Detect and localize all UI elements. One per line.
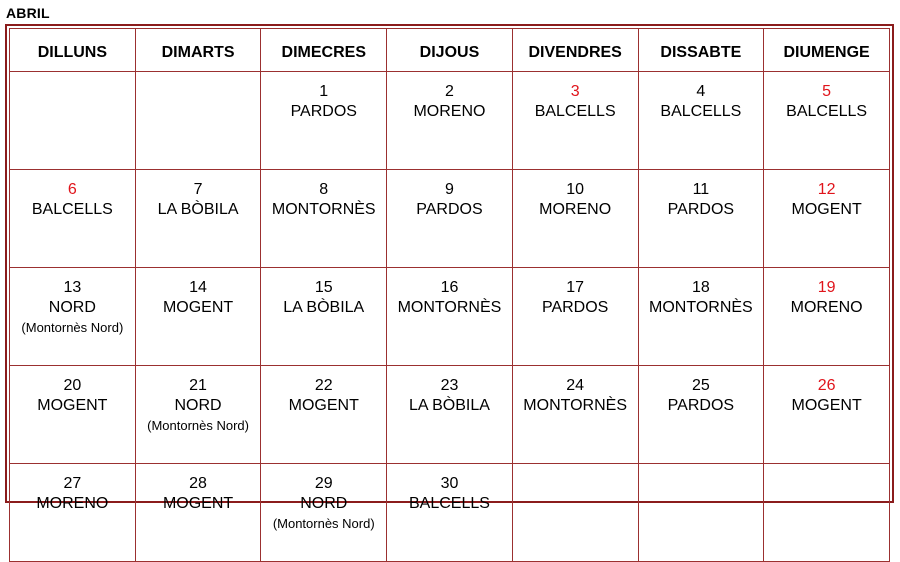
calendar-table bbox=[9, 28, 890, 562]
day-number: 15 bbox=[314, 279, 333, 296]
day-number: 30 bbox=[440, 475, 459, 492]
assigned-name: NORD bbox=[48, 299, 96, 316]
day-number: 20 bbox=[63, 377, 82, 394]
assigned-name: MORENO bbox=[539, 201, 612, 218]
calendar-day-cell bbox=[10, 464, 136, 562]
empty-day-cell bbox=[638, 464, 764, 562]
assigned-name: LA BÒBILA bbox=[283, 299, 365, 316]
day-number: 19 bbox=[817, 279, 836, 296]
day-number: 18 bbox=[691, 279, 710, 296]
calendar-day-cell bbox=[387, 464, 513, 562]
weekday-header-wednesday: DIMECRES bbox=[261, 29, 387, 72]
weekday-header-tuesday: DIMARTS bbox=[135, 29, 261, 72]
assigned-name: MORENO bbox=[413, 103, 486, 120]
assigned-name: PARDOS bbox=[667, 201, 735, 218]
assigned-name: MOGENT bbox=[791, 397, 862, 414]
assigned-name: MOGENT bbox=[162, 299, 234, 316]
calendar-day-cell bbox=[261, 464, 387, 562]
assigned-name: MORENO bbox=[36, 495, 109, 512]
assigned-name: MOGENT bbox=[288, 397, 359, 414]
assigned-name: MORENO bbox=[790, 299, 863, 316]
calendar-day-cell bbox=[638, 268, 764, 366]
day-number: 26 bbox=[817, 377, 836, 394]
calendar-day-cell bbox=[512, 170, 638, 268]
calendar-day-cell bbox=[638, 170, 764, 268]
day-number: 27 bbox=[63, 475, 82, 492]
calendar-day-cell bbox=[764, 170, 890, 268]
empty-day-cell bbox=[10, 72, 136, 170]
calendar-day-cell bbox=[135, 464, 261, 562]
calendar-day-cell bbox=[512, 366, 638, 464]
assigned-name: LA BÒBILA bbox=[157, 201, 239, 218]
calendar-day-cell bbox=[261, 366, 387, 464]
calendar-day-cell bbox=[764, 72, 890, 170]
calendar-week-row bbox=[10, 366, 890, 464]
day-number: 7 bbox=[193, 181, 203, 198]
calendar-day-cell bbox=[387, 72, 513, 170]
assigned-name: BALCELLS bbox=[31, 201, 113, 218]
day-number: 16 bbox=[440, 279, 459, 296]
assigned-name: BALCELLS bbox=[786, 103, 868, 120]
assigned-name: PARDOS bbox=[541, 299, 609, 316]
calendar-day-cell bbox=[10, 268, 136, 366]
day-number: 22 bbox=[314, 377, 333, 394]
day-number: 28 bbox=[189, 475, 207, 492]
calendar-week-row bbox=[10, 72, 890, 170]
calendar-day-cell bbox=[638, 366, 764, 464]
assigned-name: MOGENT bbox=[791, 201, 862, 218]
calendar-day-cell bbox=[10, 170, 136, 268]
calendar-day-cell bbox=[512, 72, 638, 170]
empty-day-cell bbox=[764, 464, 890, 562]
day-number: 6 bbox=[67, 181, 77, 198]
assigned-name: PARDOS bbox=[416, 201, 483, 218]
empty-day-cell bbox=[512, 464, 638, 562]
calendar-week-row bbox=[10, 464, 890, 562]
day-number: 23 bbox=[440, 377, 459, 394]
day-number: 3 bbox=[570, 83, 580, 100]
calendar-day-cell bbox=[135, 366, 261, 464]
calendar-day-cell bbox=[261, 170, 387, 268]
assigned-name: MONTORNÈS bbox=[523, 397, 628, 414]
assigned-name: NORD bbox=[300, 495, 348, 512]
month-title: ABRIL bbox=[6, 5, 50, 21]
day-number: 21 bbox=[189, 377, 207, 394]
calendar-day-cell bbox=[135, 268, 261, 366]
calendar-day-cell bbox=[387, 268, 513, 366]
assigned-name: MONTORNÈS bbox=[649, 299, 753, 316]
calendar-day-cell bbox=[512, 268, 638, 366]
day-number: 9 bbox=[445, 181, 454, 198]
calendar-day-cell bbox=[261, 268, 387, 366]
weekday-header-saturday: DISSABTE bbox=[638, 29, 764, 72]
assigned-name: BALCELLS bbox=[534, 103, 616, 120]
assigned-name: BALCELLS bbox=[660, 103, 742, 120]
assigned-name: PARDOS bbox=[290, 103, 357, 120]
calendar-day-cell bbox=[387, 170, 513, 268]
weekday-header-sunday: DIUMENGE bbox=[764, 29, 890, 72]
calendar-day-cell bbox=[387, 366, 513, 464]
weekday-header-row bbox=[10, 29, 890, 72]
calendar-frame bbox=[5, 24, 894, 531]
calendar-day-cell bbox=[10, 366, 136, 464]
day-number: 12 bbox=[817, 181, 836, 198]
assigned-name: LA BÒBILA bbox=[408, 397, 490, 414]
day-number: 24 bbox=[566, 377, 585, 394]
calendar-week-row bbox=[10, 170, 890, 268]
day-number: 8 bbox=[319, 181, 329, 198]
assigned-name: MONTORNÈS bbox=[271, 201, 376, 218]
day-number: 11 bbox=[692, 181, 710, 198]
day-number: 5 bbox=[822, 83, 832, 100]
assigned-note: (Montornès Nord) bbox=[272, 516, 375, 531]
calendar-day-cell bbox=[638, 72, 764, 170]
calendar-day-cell bbox=[261, 72, 387, 170]
day-number: 29 bbox=[314, 475, 333, 492]
day-number: 1 bbox=[319, 83, 329, 100]
day-number: 13 bbox=[63, 279, 82, 296]
assigned-name: MOGENT bbox=[162, 495, 234, 512]
day-number: 25 bbox=[691, 377, 710, 394]
assigned-name: NORD bbox=[174, 397, 222, 414]
assigned-name: PARDOS bbox=[667, 397, 735, 414]
assigned-note: (Montornès Nord) bbox=[147, 418, 249, 433]
day-number: 14 bbox=[189, 279, 207, 296]
calendar-day-cell bbox=[764, 268, 890, 366]
calendar-day-cell bbox=[135, 170, 261, 268]
assigned-name: MONTORNÈS bbox=[397, 299, 502, 316]
assigned-name: BALCELLS bbox=[408, 495, 490, 512]
day-number: 10 bbox=[566, 181, 585, 198]
day-number: 17 bbox=[566, 279, 585, 296]
weekday-header-monday: DILLUNS bbox=[10, 29, 136, 72]
assigned-note: (Montornès Nord) bbox=[21, 320, 124, 335]
empty-day-cell bbox=[135, 72, 261, 170]
calendar-body bbox=[10, 72, 890, 562]
calendar-week-row bbox=[10, 268, 890, 366]
day-number: 4 bbox=[696, 83, 706, 100]
weekday-header-thursday: DIJOUS bbox=[387, 29, 513, 72]
weekday-header-friday: DIVENDRES bbox=[512, 29, 638, 72]
day-number: 2 bbox=[445, 83, 454, 100]
calendar-day-cell bbox=[764, 366, 890, 464]
assigned-name: MOGENT bbox=[37, 397, 108, 414]
